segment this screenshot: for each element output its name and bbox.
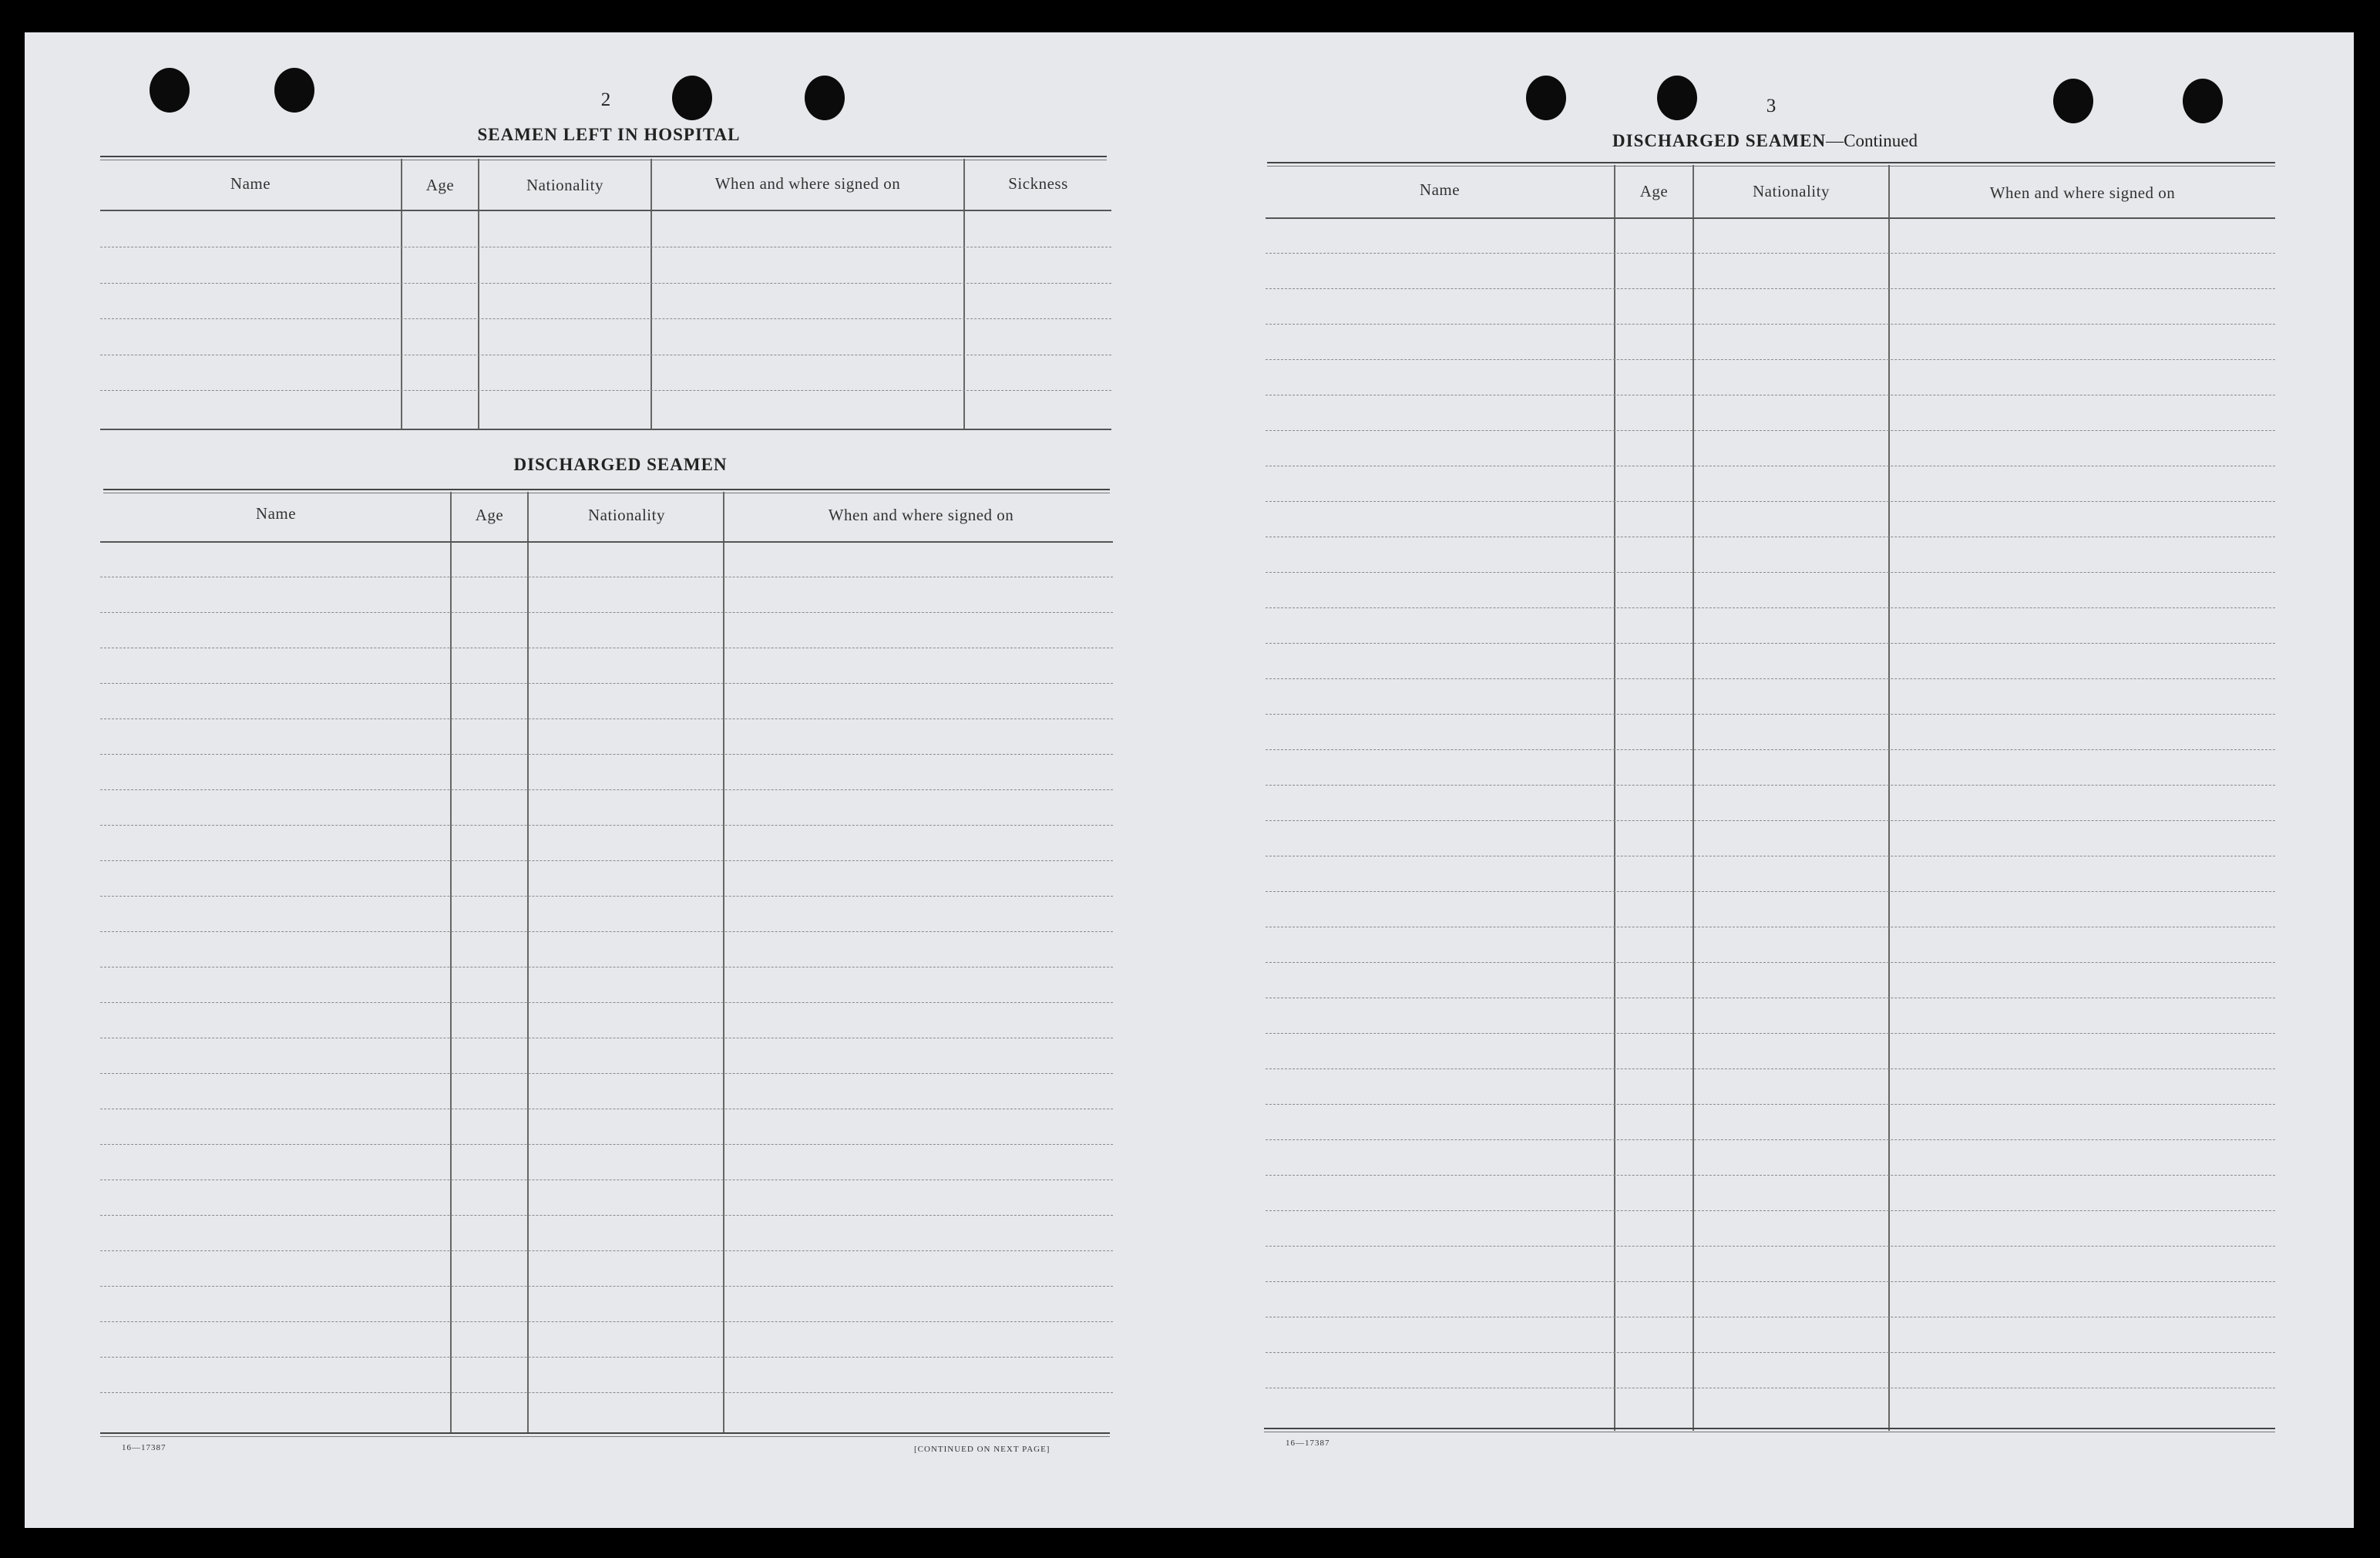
right-entry-line — [1266, 962, 2275, 963]
right-divider-3 — [1888, 165, 1890, 1431]
right-entry-line — [1266, 1139, 2275, 1140]
discharged-entry-line — [100, 1321, 1113, 1322]
discharged-continued-title-main: DISCHARGED SEAMEN — [1612, 131, 1827, 150]
right-divider-1 — [1614, 165, 1615, 1431]
right-entry-line — [1266, 643, 2275, 644]
right-col-nationality: Nationality — [1753, 182, 1830, 200]
right-col-name: Name — [1419, 180, 1461, 199]
discharged-entry-line — [100, 1002, 1113, 1003]
right-entry-line — [1266, 1175, 2275, 1176]
punch-hole-7 — [2053, 79, 2093, 123]
right-entry-line — [1266, 1246, 2275, 1247]
punch-hole-2 — [274, 68, 314, 113]
right-entry-line — [1266, 572, 2275, 573]
right-entry-line — [1266, 1281, 2275, 1282]
discharged-continued-title-suffix: —Continued — [1826, 131, 1918, 150]
right-entry-line — [1266, 820, 2275, 821]
discharged-divider-3 — [723, 492, 724, 1434]
discharged-entry-line — [100, 683, 1113, 684]
hospital-entry-line — [100, 318, 1111, 319]
right-entry-line — [1266, 678, 2275, 679]
punch-hole-4 — [805, 76, 845, 120]
right-entry-line — [1266, 430, 2275, 431]
punch-hole-5 — [1526, 76, 1566, 120]
discharged-entry-line — [100, 789, 1113, 790]
form-number-right: 16—17387 — [1286, 1439, 1330, 1448]
discharged-entry-line — [100, 1144, 1113, 1145]
punch-hole-1 — [150, 68, 190, 113]
discharged-col-nationality: Nationality — [588, 506, 665, 524]
hospital-col-name: Name — [230, 174, 271, 193]
hospital-top-rule — [100, 156, 1107, 160]
right-entry-line — [1266, 607, 2275, 608]
hospital-section-title: SEAMEN LEFT IN HOSPITAL — [477, 125, 741, 144]
discharged-divider-1 — [450, 492, 452, 1434]
hospital-entry-line — [100, 283, 1111, 284]
right-entry-line — [1266, 1210, 2275, 1211]
right-entry-line — [1266, 1352, 2275, 1353]
discharged-entry-line — [100, 931, 1113, 932]
discharged-entry-line — [100, 896, 1113, 897]
discharged-entry-line — [100, 825, 1113, 826]
right-entry-line — [1266, 891, 2275, 892]
discharged-entry-line — [100, 860, 1113, 861]
discharged-entry-line — [100, 1286, 1113, 1287]
discharged-col-when-where: When and where signed on — [828, 506, 1014, 524]
hospital-col-age: Age — [425, 176, 455, 194]
right-header-rule — [1266, 217, 2275, 219]
right-entry-line — [1266, 749, 2275, 750]
discharged-section-title: DISCHARGED SEAMEN — [513, 455, 728, 474]
punch-hole-3 — [672, 76, 712, 120]
discharged-entry-line — [100, 1250, 1113, 1251]
page-number-right: 3 — [1766, 96, 1777, 116]
discharged-col-age: Age — [475, 506, 504, 524]
right-col-age: Age — [1639, 182, 1669, 200]
form-number-left: 16—17387 — [122, 1443, 166, 1452]
right-entry-line — [1266, 714, 2275, 715]
discharged-entry-line — [100, 1179, 1113, 1180]
hospital-entry-line — [100, 390, 1111, 391]
right-divider-2 — [1693, 165, 1694, 1431]
discharged-col-name: Name — [255, 504, 297, 523]
right-entry-line — [1266, 324, 2275, 325]
discharged-entry-line — [100, 1357, 1113, 1358]
right-entry-line — [1266, 1033, 2275, 1034]
hospital-col-sickness: Sickness — [1008, 174, 1068, 193]
right-top-rule — [1267, 162, 2275, 167]
discharged-divider-2 — [527, 492, 529, 1434]
right-entry-line — [1266, 253, 2275, 254]
discharged-continued-title — [1572, 131, 1958, 151]
discharged-entry-line — [100, 1392, 1113, 1393]
punch-hole-8 — [2183, 79, 2223, 123]
right-entry-line — [1266, 501, 2275, 502]
hospital-col-nationality: Nationality — [526, 176, 603, 194]
right-entry-line — [1266, 359, 2275, 360]
right-entry-line — [1266, 785, 2275, 786]
hospital-col-when-where: When and where signed on — [714, 174, 901, 193]
discharged-bottom-rule — [100, 1432, 1110, 1437]
right-entry-line — [1266, 288, 2275, 289]
discharged-header-rule — [100, 541, 1113, 543]
right-bottom-rule — [1264, 1428, 2275, 1432]
form-sheet — [25, 32, 2354, 1528]
hospital-header-rule — [100, 210, 1111, 211]
page-number-left: 2 — [600, 89, 611, 110]
right-col-when-where: When and where signed on — [1989, 183, 2176, 202]
hospital-bottom-rule — [100, 429, 1111, 430]
right-entry-line — [1266, 1068, 2275, 1069]
discharged-entry-line — [100, 1073, 1113, 1074]
discharged-entry-line — [100, 612, 1113, 613]
discharged-entry-line — [100, 754, 1113, 755]
discharged-entry-line — [100, 718, 1113, 719]
punch-hole-6 — [1657, 76, 1697, 120]
discharged-entry-line — [100, 1215, 1113, 1216]
right-entry-line — [1266, 1104, 2275, 1105]
continued-note: [CONTINUED ON NEXT PAGE] — [914, 1445, 1050, 1454]
discharged-top-rule — [103, 489, 1110, 493]
